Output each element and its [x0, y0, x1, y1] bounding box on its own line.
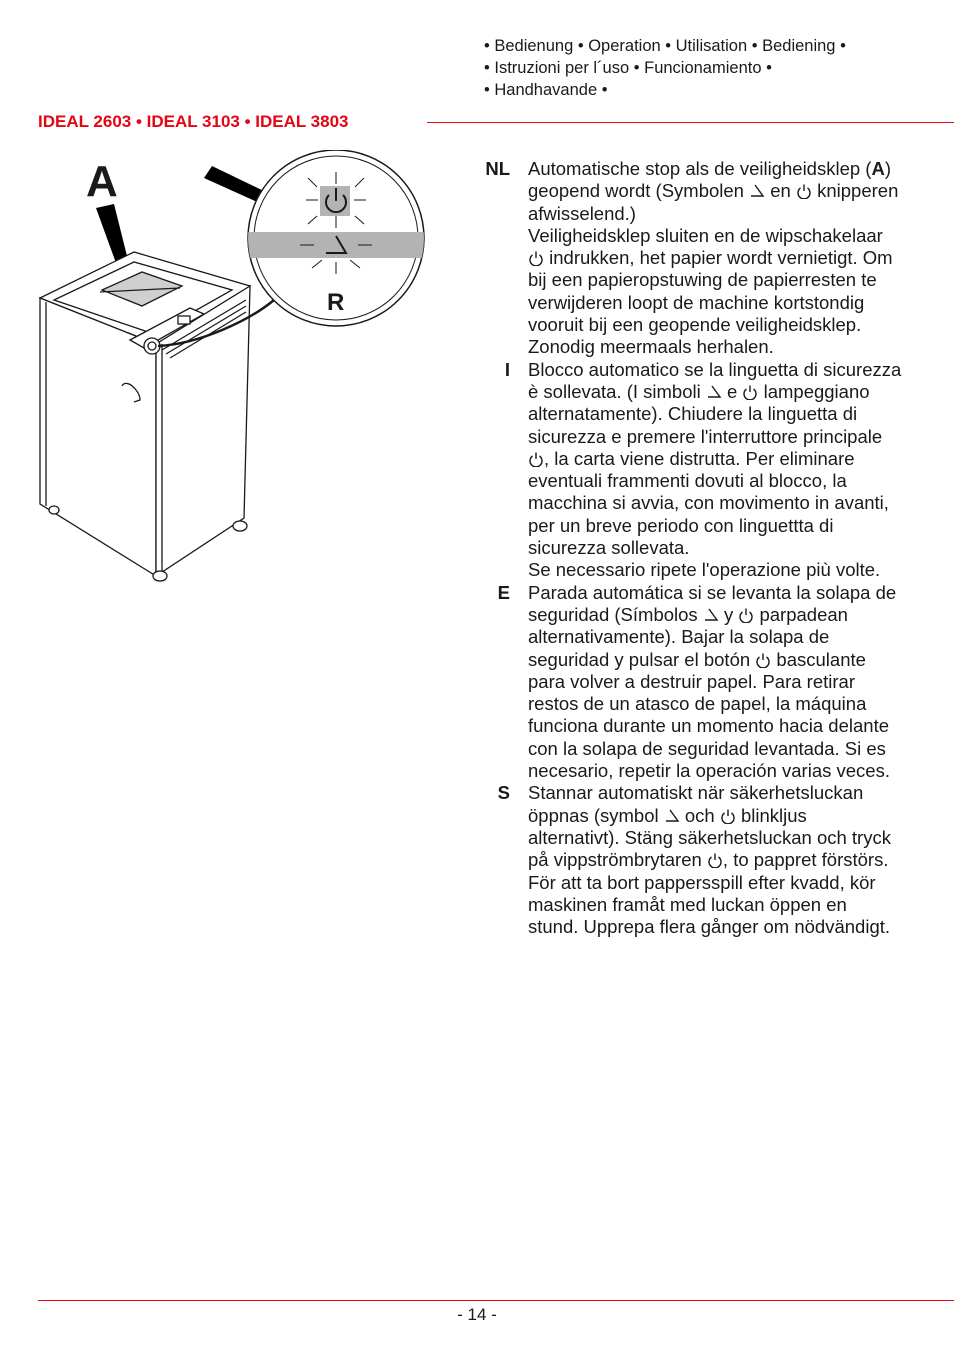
footer-rule — [38, 1300, 954, 1301]
text: y — [718, 603, 739, 625]
power-icon — [742, 384, 758, 400]
text: Parada automática si se levanta la solapa de seguridad (Símbolos — [528, 581, 897, 625]
header-rule — [427, 122, 954, 123]
text: e — [721, 380, 743, 402]
language-line: • Bedienung • Operation • Utilisation • Bediening • — [484, 37, 846, 55]
paragraph — [528, 782, 902, 938]
text: blinkljus alternativt). Stäng säkerhetsluckan och tryck på vippströmbrytaren — [528, 804, 891, 871]
label-r: R — [327, 289, 345, 316]
text: ) geopend wordt (Symbolen — [528, 158, 892, 202]
text: lampeggiano alternatamente). Chiudere la linguetta di sicurezza e premere l'interruttore principale — [528, 380, 883, 447]
paragraph — [528, 582, 902, 783]
text: parpadean alternativamente). Bajar la solapa de seguridad y pulsar el botón — [528, 603, 848, 670]
page-number: - 14 - — [457, 1305, 497, 1324]
language-line: • Istruzioni per l´uso • Funcionamiento • — [484, 59, 772, 77]
text: , to pappret förstörs. För att ta bort pappersspill efter kvadd, kör maskinen framåt med luckan öppen en stund. Upprepa flera gånger om nödvändigt. — [528, 849, 891, 938]
power-icon — [755, 652, 771, 668]
power-icon — [528, 250, 544, 266]
flap-icon — [703, 607, 719, 623]
instructions — [484, 158, 902, 938]
text: Veiligheidsklep sluiten en de wipschakelaar — [528, 224, 883, 246]
text: Blocco automatico se la linguetta di sicurezza è sollevata. (I simboli — [528, 358, 902, 402]
flap-icon — [706, 384, 722, 400]
power-icon — [796, 183, 812, 199]
power-icon — [738, 607, 754, 623]
language-code: NL — [485, 158, 510, 179]
language-code: I — [504, 358, 510, 380]
paragraph — [528, 158, 902, 225]
magnifier — [248, 150, 428, 326]
text: , la carta viene distrutta. Per eliminare eventuali frammenti dovuti al blocco, la macchina si avvia, con movimento in avanti, per un breve periodo con linguettta di sicurezza sollevata. — [528, 447, 889, 559]
text: och — [679, 804, 720, 826]
flap-icon — [749, 183, 765, 199]
power-icon — [528, 451, 544, 467]
text: basculante para volver a destruir papel. Para retirar restos de un atasco de papel, la máquina funciona durante un momento hacia delante con la solapa de seguridad levantada. Si es necesario, repetir la operación varias veces. — [528, 648, 890, 782]
power-icon — [720, 808, 736, 824]
shredder-drawing — [30, 150, 450, 590]
paragraph — [528, 359, 902, 560]
label-a: A — [86, 157, 118, 206]
section-nl — [484, 158, 902, 359]
text: Automatische stop als de veiligheidsklep ( — [528, 158, 872, 179]
language-code: S — [497, 782, 510, 804]
text: Stannar automatiskt när säkerhetsluckan öppnas (symbol — [528, 782, 864, 826]
shredder-body — [40, 252, 250, 581]
section-e — [484, 582, 902, 783]
language-list — [484, 35, 846, 101]
text-bold: A — [871, 158, 885, 179]
paragraph: Se necessario ripete l'operazione più volte. — [528, 559, 881, 581]
text: en — [765, 180, 796, 202]
model-title: IDEAL 2603 • IDEAL 3103 • IDEAL 3803 — [38, 112, 349, 131]
language-line: • Handhavande • — [484, 81, 608, 99]
section-i — [484, 359, 902, 582]
power-icon — [707, 852, 723, 868]
text: indrukken, het papier wordt vernietigt. Om bij een papieropstuwing de papierresten te verwijderen loopt de machine kortstondig vooruit bij een geopende veiligheidsklep. Zonodig meermaals herhalen. — [528, 247, 893, 358]
text: knipperen afwisselend.) — [528, 180, 899, 224]
section-s — [484, 782, 902, 938]
paragraph — [528, 225, 902, 359]
language-code: E — [497, 581, 510, 603]
shredder-illustration — [30, 150, 450, 590]
flap-icon — [664, 808, 680, 824]
